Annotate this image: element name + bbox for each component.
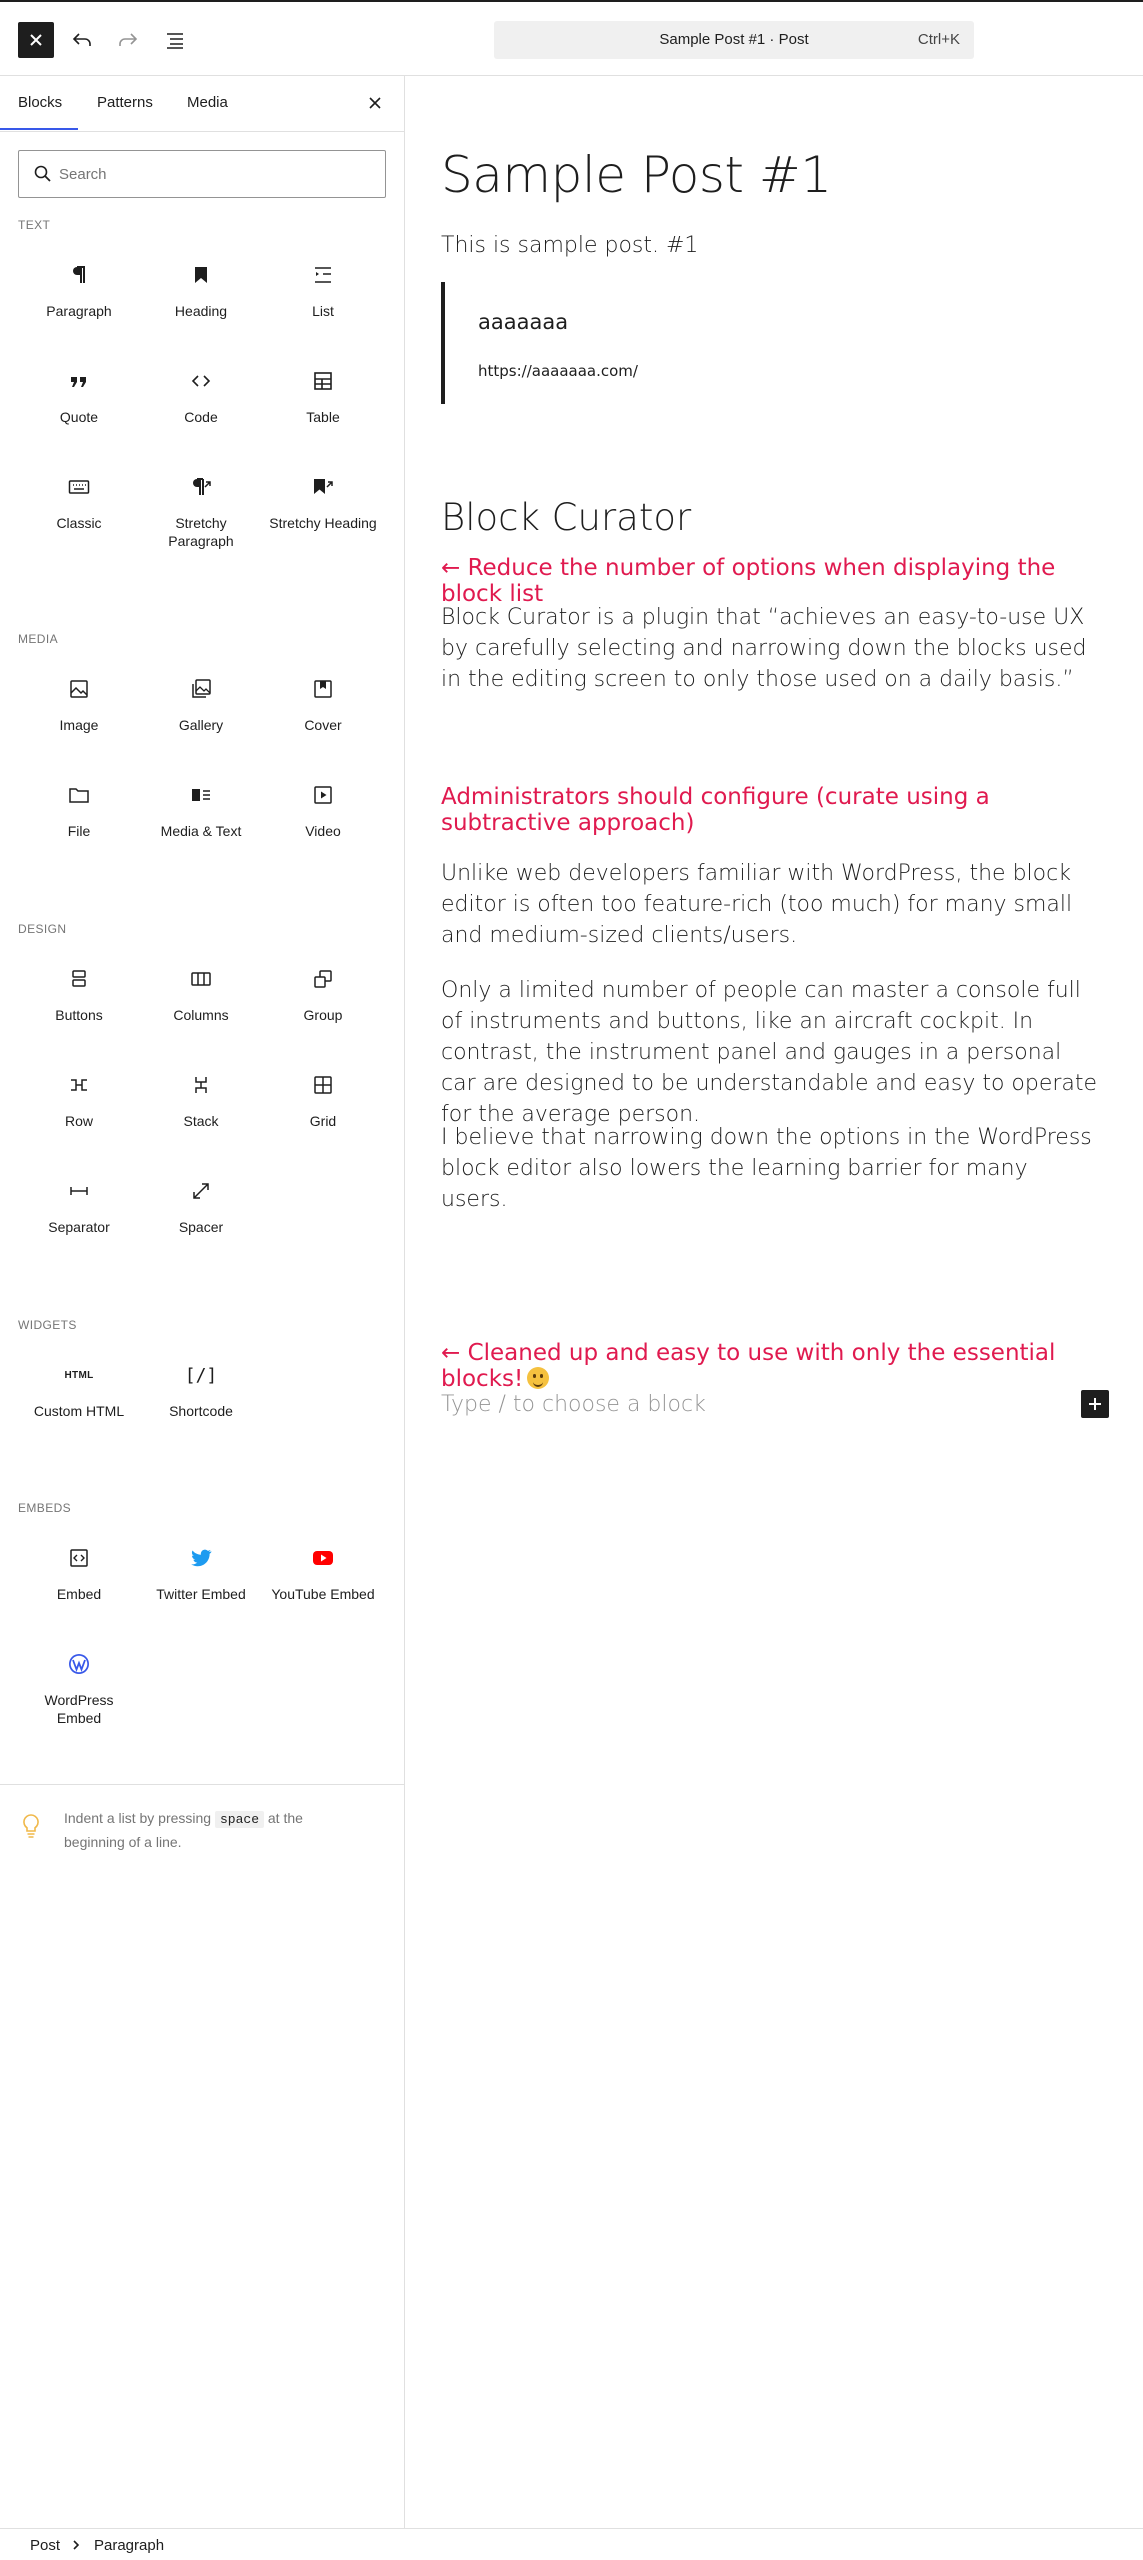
redo-button[interactable] [110,22,146,58]
block-table[interactable] [262,350,384,456]
text-blocks-grid [18,244,386,562]
twitter-icon [186,1543,216,1573]
separator-icon [64,1176,94,1206]
quote-text[interactable]: aaaaaaa [478,310,569,334]
block-label: Image [59,717,99,733]
block-label: Columns [173,1007,229,1023]
block-file[interactable] [18,764,140,870]
editor-header [0,0,1143,76]
block-stack[interactable] [140,1054,262,1160]
block-label: Twitter Embed [156,1586,246,1602]
cover-icon [308,674,338,704]
breadcrumb-paragraph[interactable]: Paragraph [94,2537,165,2554]
annotation-cleaned-up[interactable] [441,1340,1121,1392]
block-cover[interactable] [262,658,384,764]
block-list[interactable] [262,244,384,350]
close-panel-button[interactable] [364,92,386,114]
search-input[interactable] [59,151,379,197]
block-code[interactable] [140,350,262,456]
category-title-design: DESIGN [18,922,67,936]
shortcut-hint: Ctrl+K [917,31,960,48]
search-icon [33,164,53,184]
grid-icon [308,1070,338,1100]
block-label: Gallery [178,717,224,733]
smile-emoji-icon [527,1367,549,1389]
undo-icon [70,28,94,52]
paragraph-learning-barrier[interactable]: I believe that narrowing down the options in the WordPress block editor also lowers the learning barrier for many users. [441,1125,1092,1212]
paragraph-icon [64,260,94,290]
close-icon [27,31,45,49]
undo-button[interactable] [64,22,100,58]
block-heading[interactable] [140,244,262,350]
block-custom-html[interactable] [18,1344,140,1450]
quote-citation[interactable]: https://aaaaaaa.com/ [478,362,638,380]
block-embed[interactable] [18,1527,140,1633]
block-shortcode[interactable] [140,1344,262,1450]
tip-text-before: Indent a list by pressing [64,1810,215,1826]
close-icon [367,95,383,111]
block-label: Buttons [55,1007,103,1023]
block-label: YouTube Embed [271,1586,375,1602]
redo-icon [116,28,140,52]
post-title[interactable]: Sample Post #1 [441,146,832,204]
quote-border [441,282,445,404]
block-label: Code [184,409,218,425]
block-label: Stack [183,1113,219,1129]
spacer-icon [186,1176,216,1206]
close-inserter-button[interactable] [18,22,54,58]
block-label: Grid [309,1113,337,1129]
youtube-icon [308,1543,338,1573]
tab-blocks[interactable]: Blocks [18,94,63,111]
category-title-text: TEXT [18,218,51,232]
block-label: Heading [174,303,228,319]
block-label: WordPress Embed [44,1692,114,1726]
block-inserter-panel [0,76,405,2528]
document-title: Sample Post #1 · Post [659,31,809,48]
shortcode-icon [186,1360,216,1390]
keyboard-icon [64,472,94,502]
columns-icon [186,964,216,994]
block-label: Shortcode [169,1403,233,1419]
block-twitter-embed[interactable] [140,1527,262,1633]
block-separator[interactable] [18,1160,140,1266]
block-label: List [312,303,334,319]
block-label: Spacer [178,1219,224,1235]
command-palette-button[interactable] [494,21,974,59]
block-label: Table [306,409,340,425]
buttons-icon [64,964,94,994]
embed-icon [64,1543,94,1573]
block-label: Paragraph [46,303,112,319]
block-group[interactable] [262,948,384,1054]
html-glyph: HTML [64,1369,94,1381]
tip-text-after: at the beginning of a line. [64,1810,303,1850]
block-label: Row [64,1113,93,1129]
paragraph-unlike-web-developers[interactable]: Unlike web developers familiar with WordPress, the block editor is often too feature-rich (too much) for many small and medium-sized clients/users. [441,861,1073,948]
annotation-administrators[interactable]: Administrators should configure (curate using a subtractive approach) [441,784,990,836]
stretchy-paragraph-icon [186,472,216,502]
block-paragraph[interactable] [18,244,140,350]
add-block-button[interactable] [1081,1390,1109,1418]
block-label: Classic [56,515,102,531]
tab-media[interactable]: Media [187,94,228,111]
block-classic[interactable] [18,456,140,562]
block-image[interactable] [18,658,140,764]
block-label: Separator [48,1219,110,1235]
block-label: Stretchy Paragraph [168,515,234,549]
block-buttons[interactable] [18,948,140,1054]
stack-icon [186,1070,216,1100]
chevron-right-icon [70,2539,82,2551]
category-title-widgets: WIDGETS [18,1318,77,1332]
list-view-icon [163,28,187,52]
editor-canvas[interactable] [405,76,1143,2528]
shortcode-glyph: [/] [184,1364,218,1386]
gallery-icon [186,674,216,704]
block-wordpress-embed[interactable] [18,1633,140,1739]
image-icon [64,674,94,704]
block-label: Media & Text [160,823,242,839]
tip-text [64,1807,364,1854]
tab-patterns[interactable]: Patterns [97,94,153,111]
block-label: Stretchy Heading [269,515,377,531]
design-blocks-grid [18,948,386,1266]
breadcrumb-post[interactable]: Post [30,2537,61,2554]
block-stretchy-heading[interactable] [262,456,384,562]
category-title-embeds: EMBEDS [18,1501,72,1515]
block-search[interactable] [18,150,386,198]
block-columns[interactable] [140,948,262,1054]
block-label: Group [303,1007,343,1023]
heading-icon [186,260,216,290]
block-stretchy-paragraph[interactable] [140,456,262,562]
block-quote[interactable] [18,350,140,456]
embeds-blocks-grid [18,1527,386,1739]
file-icon [64,780,94,810]
wordpress-icon [64,1649,94,1679]
block-label: Embed [56,1586,102,1602]
list-icon [308,260,338,290]
inserter-tabs [0,76,404,132]
category-title-media: MEDIA [18,632,59,646]
block-video[interactable] [262,764,384,870]
block-breadcrumb [0,2528,1143,2560]
block-appender-placeholder[interactable]: Type / to choose a block [441,1392,706,1417]
video-icon [308,780,338,810]
quote-icon [64,366,94,396]
annotation-cleaned-up-text: ← Cleaned up and easy to use with only the essential blocks! [441,1340,1056,1392]
plus-icon [1087,1396,1103,1412]
tip-key: space [215,1811,264,1828]
document-overview-button[interactable] [157,22,193,58]
annotation-reduce-options[interactable]: ← Reduce the number of options when displaying the block list [441,555,1056,607]
table-icon [308,366,338,396]
block-label: Custom HTML [33,1403,125,1419]
stretchy-heading-icon [308,472,338,502]
block-gallery[interactable] [140,658,262,764]
block-label: Cover [304,717,342,733]
code-icon [186,366,216,396]
group-icon [308,964,338,994]
intro-paragraph[interactable]: This is sample post. #1 [441,233,699,258]
media-blocks-grid [18,658,386,870]
lightbulb-icon [20,1813,42,1839]
block-youtube-embed[interactable] [262,1527,384,1633]
row-icon [64,1070,94,1100]
block-label: File [67,823,91,839]
widgets-blocks-grid [18,1344,386,1450]
block-spacer[interactable] [140,1160,262,1266]
block-media-text[interactable] [140,764,262,870]
paragraph-plugin-description[interactable]: Block Curator is a plugin that “achieves an easy-to-use UX by carefully selecting and narrowing down the blocks used in the editing screen to only those used on a daily basis.” [441,605,1087,692]
media-text-icon [186,780,216,810]
block-grid[interactable] [262,1054,384,1160]
block-label: Video [305,823,341,839]
heading-block-curator[interactable]: Block Curator [441,496,692,539]
block-label: Quote [59,409,99,425]
html-icon [64,1360,94,1390]
active-tab-indicator [0,128,78,130]
block-row[interactable] [18,1054,140,1160]
paragraph-cockpit-analogy[interactable]: Only a limited number of people can master a console full of instruments and buttons, like an aircraft cockpit. In contrast, the instrument panel and gauges in a personal car are designed to be understandable and easy to operate for the average person. [441,978,1098,1127]
inserter-tip [0,1784,404,1904]
